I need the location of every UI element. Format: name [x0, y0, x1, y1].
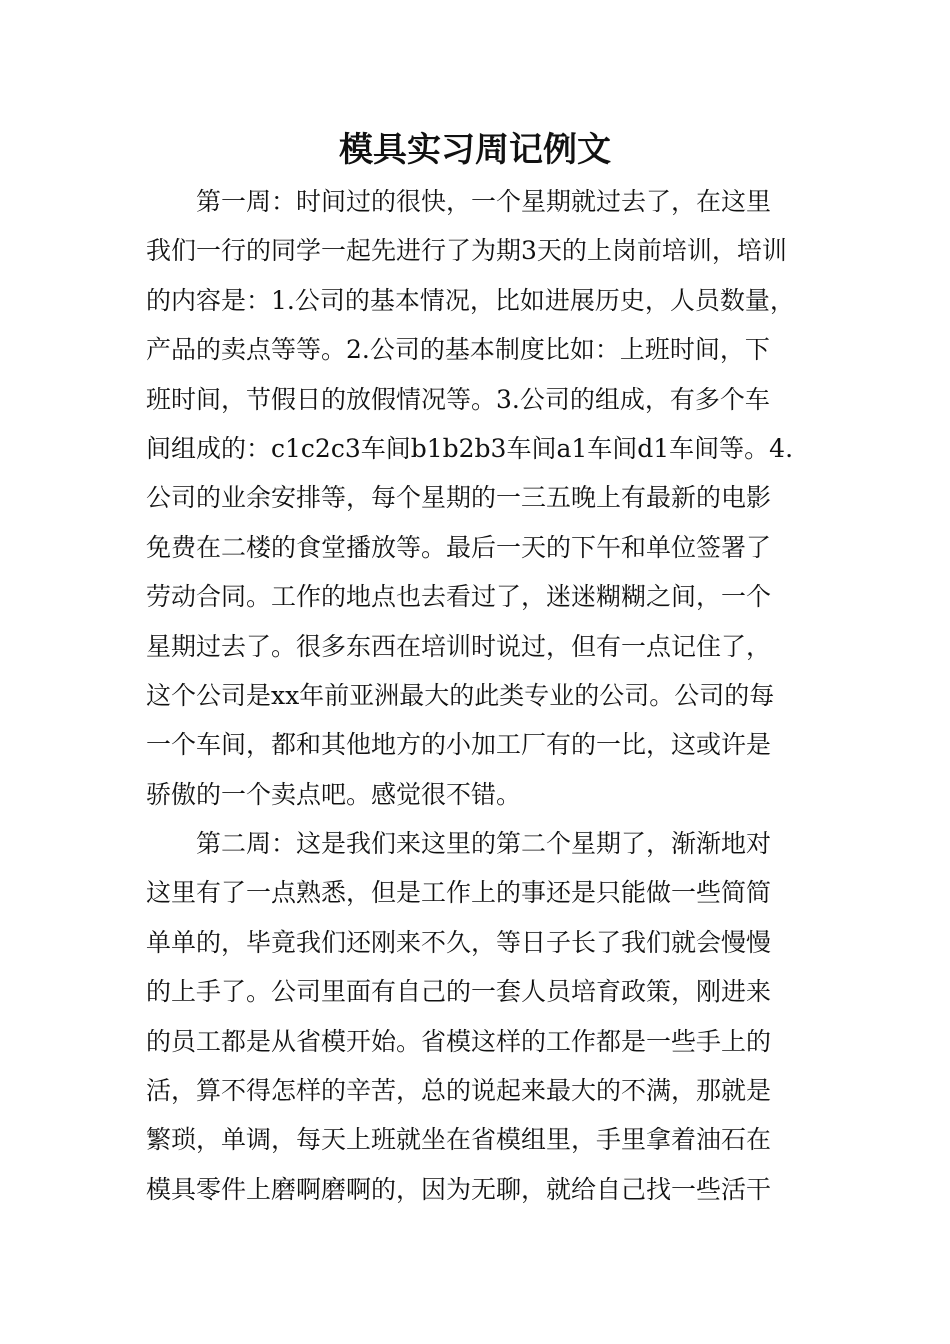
paragraph-2-line: 的上手了。公司里面有自己的一套人员培育政策，刚进来	[146, 977, 772, 1007]
paragraph-2-line: 单单的，毕竟我们还刚来不久，等日子长了我们就会慢慢	[146, 927, 772, 957]
paragraph-1-line: 星期过去了。很多东西在培训时说过，但有一点记住了，	[146, 631, 772, 661]
paragraph-2-line: 的员工都是从省模开始。省模这样的工作都是一些手上的	[146, 1026, 772, 1056]
paragraph-1-line: 第一周：时间过的很快，一个星期就过去了，在这里	[196, 187, 772, 216]
paragraph-2-line: 模具零件上磨啊磨啊的，因为无聊，就给自己找一些活干	[146, 1174, 772, 1204]
paragraph-1-line: 班时间，节假日的放假情况等。3.公司的组成，有多个车	[146, 384, 770, 414]
paragraph-2-line: 活，算不得怎样的辛苦，总的说起来最大的不满，那就是	[146, 1076, 772, 1106]
paragraph-1-line: 这个公司是xx年前亚洲最大的此类专业的公司。公司的每	[146, 680, 775, 710]
paragraph-1-line: 一个车间，都和其他地方的小加工厂有的一比，这或许是	[146, 730, 772, 760]
paragraph-1-line: 劳动合同。工作的地点也去看过了，迷迷糊糊之间，一个	[146, 582, 772, 612]
paragraph-1-line: 我们一行的同学一起先进行了为期3天的上岗前培训，培训	[146, 236, 787, 266]
paragraph-2-line: 这里有了一点熟悉，但是工作上的事还是只能做一些简简	[146, 878, 772, 908]
paragraph-1-line: 免费在二楼的食堂播放等。最后一天的下午和单位签署了	[146, 532, 772, 562]
document-body	[146, 177, 826, 1214]
paragraph-1-line: 公司的业余安排等，每个星期的一三五晚上有最新的电影	[146, 483, 772, 513]
paragraph-1-line: 间组成的：c1c2c3车间b1b2b3车间a1车间d1车间等。4.	[146, 433, 794, 463]
paragraph-1-line: 产品的卖点等等。2.公司的基本制度比如：上班时间，下	[146, 335, 770, 365]
paragraph-2-line: 第二周：这是我们来这里的第二个星期了，渐渐地对	[196, 829, 772, 859]
paragraph-2-line: 繁琐，单调，每天上班就坐在省模组里，手里拿着油石在	[146, 1125, 772, 1155]
paragraph-1-line: 骄傲的一个卖点吧。感觉很不错。	[146, 779, 522, 809]
paragraph-1-line: 的内容是：1.公司的基本情况，比如进展历史，人员数量，	[146, 285, 795, 315]
document-title: 模具实习周记例文	[339, 130, 611, 170]
